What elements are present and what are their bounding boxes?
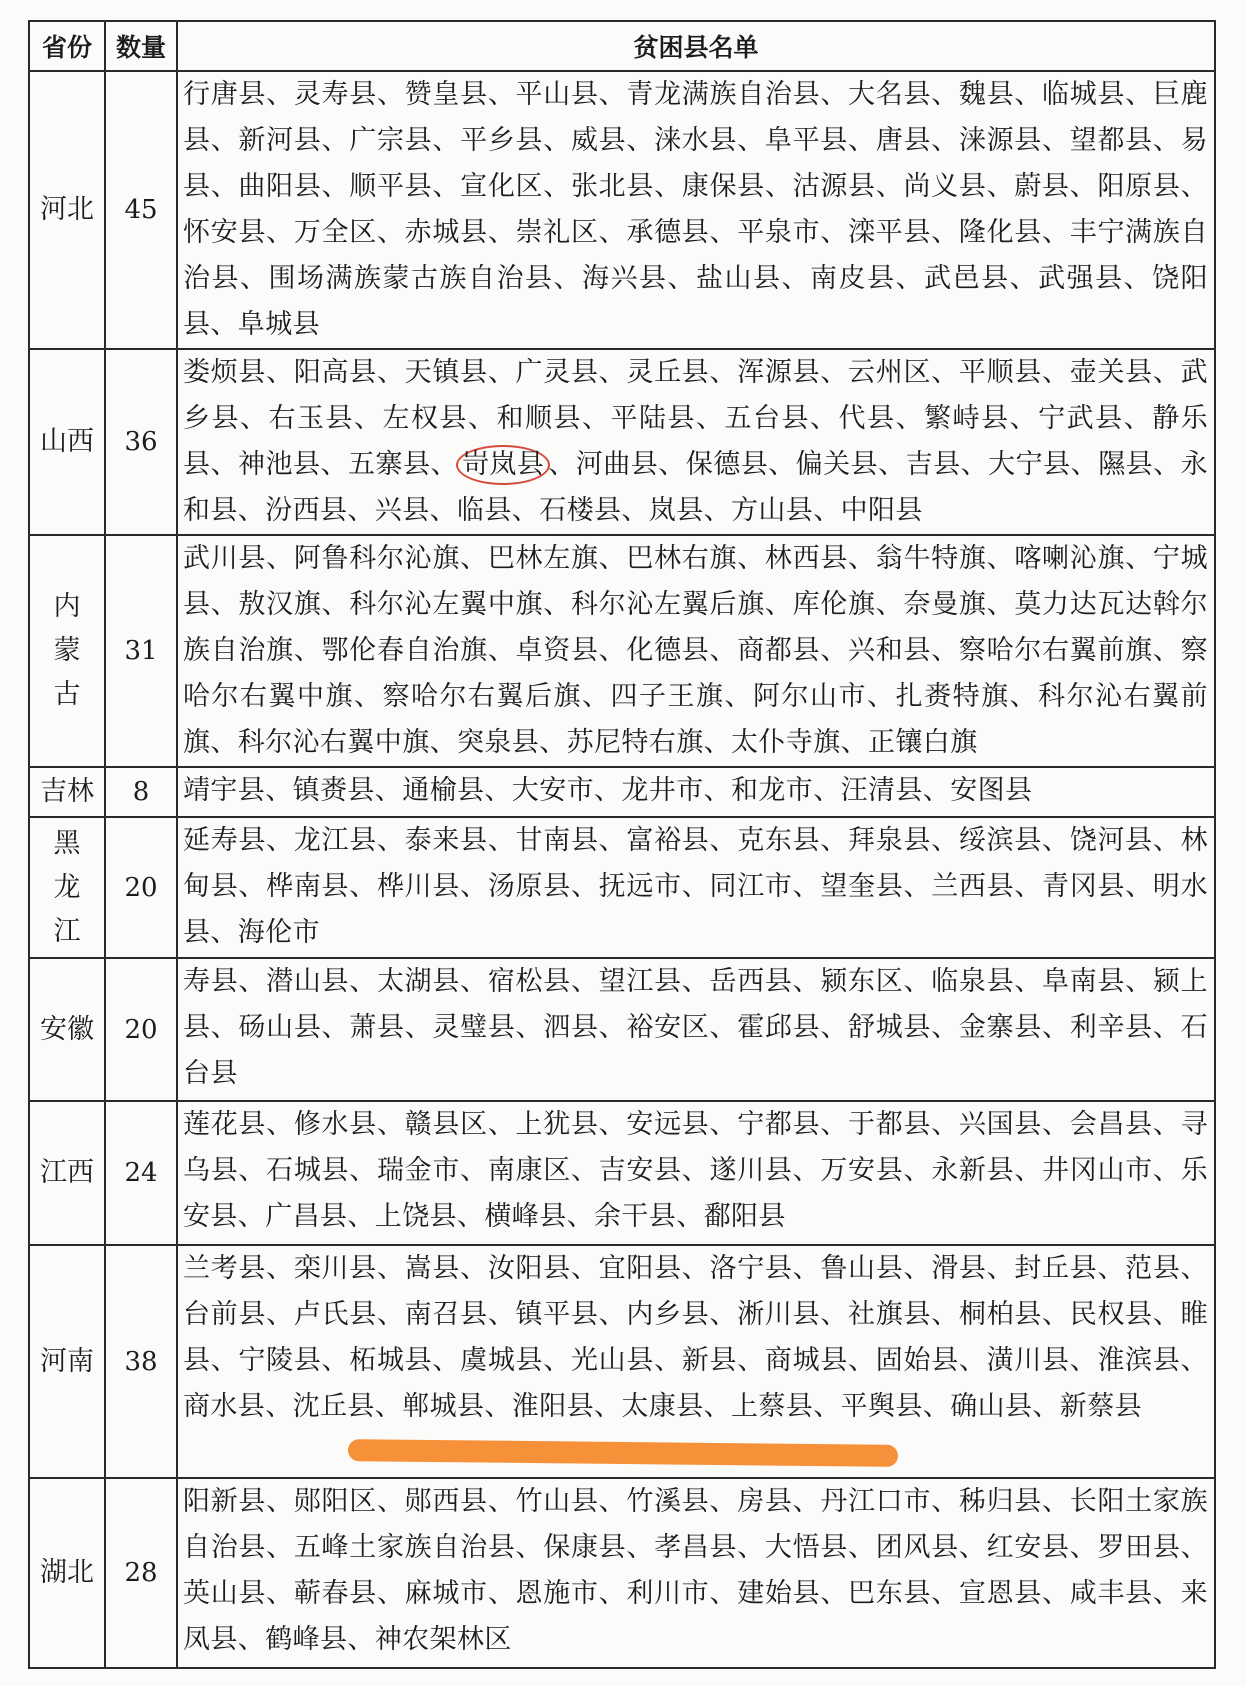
table-header-row <box>29 21 1215 71</box>
count-cell: 20 <box>105 958 177 1101</box>
circled-county-annotation: 岢岚县 <box>456 445 550 485</box>
county-list-cell: 寿县、潜山县、太湖县、宿松县、望江县、岳西县、颍东区、临泉县、阜南县、颍上县、砀山县、萧县、灵璧县、泗县、裕安区、霍邱县、舒城县、金寨县、利辛县、石台县 <box>177 958 1215 1101</box>
count-cell: 45 <box>105 71 177 349</box>
table-row <box>29 71 1215 349</box>
table-row <box>29 1478 1215 1668</box>
county-list-cell: 延寿县、龙江县、泰来县、甘南县、富裕县、克东县、拜泉县、绥滨县、饶河县、林甸县、桦南县、桦川县、汤原县、抚远市、同江市、望奎县、兰西县、青冈县、明水县、海伦市 <box>177 817 1215 958</box>
count-cell: 20 <box>105 817 177 958</box>
header-count: 数量 <box>105 21 177 71</box>
province-cell: 内蒙古 <box>29 535 105 767</box>
county-list-text: 、河曲县、保德县、偏关县、吉县、大宁县、隰县、永和县、汾西县、兴县、临县、石楼县、岚县、方山县、中阳县 <box>183 449 1208 526</box>
county-list-cell <box>177 349 1215 535</box>
table-row <box>29 1101 1215 1245</box>
count-cell: 28 <box>105 1478 177 1668</box>
table-row <box>29 535 1215 767</box>
county-list-cell: 靖宇县、镇赉县、通榆县、大安市、龙井市、和龙市、汪清县、安图县 <box>177 767 1215 817</box>
document-page <box>28 20 1214 1669</box>
province-cell: 安徽 <box>29 958 105 1101</box>
count-cell: 36 <box>105 349 177 535</box>
table-row <box>29 817 1215 958</box>
count-cell: 24 <box>105 1101 177 1245</box>
county-list-cell: 武川县、阿鲁科尔沁旗、巴林左旗、巴林右旗、林西县、翁牛特旗、喀喇沁旗、宁城县、敖汉旗、科尔沁左翼中旗、科尔沁左翼后旗、库伦旗、奈曼旗、莫力达瓦达斡尔族自治旗、鄂伦春自治旗、卓资县、化德县、商都县、兴和县、察哈尔右翼前旗、察哈尔右翼中旗、察哈尔右翼后旗、四子王旗、阿尔山市、扎赉特旗、科尔沁右翼前旗、科尔沁右翼中旗、突泉县、苏尼特右旗、太仆寺旗、正镶白旗 <box>177 535 1215 767</box>
province-cell: 湖北 <box>29 1478 105 1668</box>
province-cell: 山西 <box>29 349 105 535</box>
header-county-list: 贫困县名单 <box>177 21 1215 71</box>
table-row <box>29 767 1215 817</box>
table-row <box>29 958 1215 1101</box>
table-row <box>29 349 1215 535</box>
province-cell: 吉林 <box>29 767 105 817</box>
count-cell: 38 <box>105 1245 177 1478</box>
county-list-cell: 阳新县、郧阳区、郧西县、竹山县、竹溪县、房县、丹江口市、秭归县、长阳土家族自治县、五峰土家族自治县、保康县、孝昌县、大悟县、团风县、红安县、罗田县、英山县、蕲春县、麻城市、恩施市、利川市、建始县、巴东县、宣恩县、咸丰县、来凤县、鹤峰县、神农架林区 <box>177 1478 1215 1668</box>
province-cell: 江西 <box>29 1101 105 1245</box>
province-cell: 河南 <box>29 1245 105 1478</box>
poverty-county-table <box>28 20 1216 1669</box>
county-list-cell: 行唐县、灵寿县、赞皇县、平山县、青龙满族自治县、大名县、魏县、临城县、巨鹿县、新河县、广宗县、平乡县、威县、涞水县、阜平县、唐县、涞源县、望都县、易县、曲阳县、顺平县、宣化区、张北县、康保县、沽源县、尚义县、蔚县、阳原县、怀安县、万全区、赤城县、崇礼区、承德县、平泉市、滦平县、隆化县、丰宁满族自治县、围场满族蒙古族自治县、海兴县、盐山县、南皮县、武邑县、武强县、饶阳县、阜城县 <box>177 71 1215 349</box>
count-cell: 8 <box>105 767 177 817</box>
province-cell: 河北 <box>29 71 105 349</box>
header-province: 省份 <box>29 21 105 71</box>
count-cell: 31 <box>105 535 177 767</box>
county-list-text: 娄烦县、阳高县、天镇县、广灵县、灵丘县、浑源县、云州区、平顺县、壶关县、武乡县、右玉县、左权县、和顺县、平陆县、五台县、代县、繁峙县、宁武县、静乐县、神池县、五寨县、 <box>183 357 1208 480</box>
county-list-cell: 莲花县、修水县、赣县区、上犹县、安远县、宁都县、于都县、兴国县、会昌县、寻乌县、石城县、瑞金市、南康区、吉安县、遂川县、万安县、永新县、井冈山市、乐安县、广昌县、上饶县、横峰县、余干县、鄱阳县 <box>177 1101 1215 1245</box>
county-list-cell: 兰考县、栾川县、嵩县、汝阳县、宜阳县、洛宁县、鲁山县、滑县、封丘县、范县、台前县、卢氏县、南召县、镇平县、内乡县、淅川县、社旗县、桐柏县、民权县、睢县、宁陵县、柘城县、虞城县、光山县、新县、商城县、固始县、潢川县、淮滨县、商水县、沈丘县、郸城县、淮阳县、太康县、上蔡县、平舆县、确山县、新蔡县 <box>177 1245 1215 1478</box>
province-cell: 黑龙江 <box>29 817 105 958</box>
